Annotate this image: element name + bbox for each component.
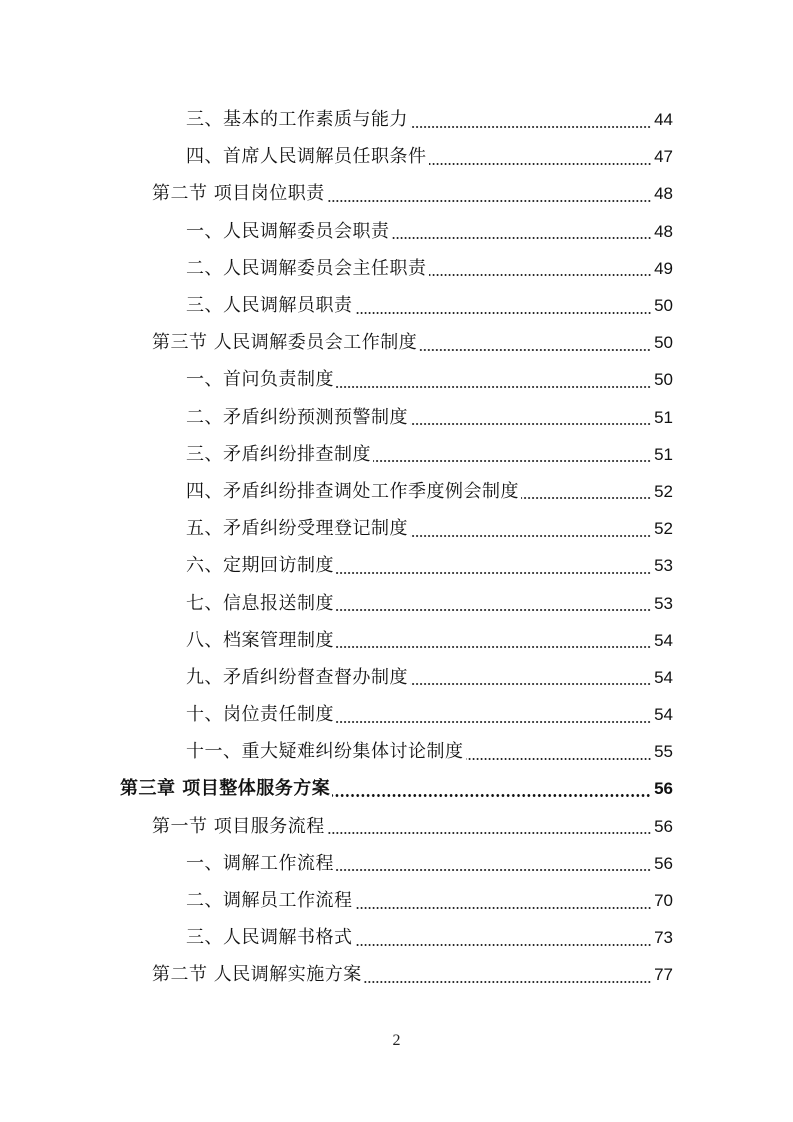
toc-entry-page-number: 54: [654, 630, 673, 650]
dot-leader: [336, 646, 651, 648]
toc-entry-title: 三、矛盾纠纷排查制度: [186, 443, 371, 465]
toc-entry-title: 一、首问负责制度: [186, 369, 334, 391]
toc-entry-item[interactable]: [0, 510, 793, 547]
toc-entry-item[interactable]: [0, 436, 793, 473]
toc-entry-title: 四、首席人民调解员任职条件: [186, 146, 427, 168]
toc-entry-title: 三、人民调解书格式: [186, 927, 353, 949]
toc-entry-title: 一、调解工作流程: [186, 852, 334, 874]
toc-entry-page-number: 51: [654, 444, 673, 464]
toc-entry-item[interactable]: [0, 101, 793, 138]
toc-entry-title: 五、矛盾纠纷受理登记制度: [186, 518, 408, 540]
toc-entry-page-number: 77: [654, 965, 673, 985]
toc-entry-section[interactable]: [0, 808, 793, 845]
toc-entry-item[interactable]: [0, 696, 793, 733]
toc-entry-title: 六、定期回访制度: [186, 555, 334, 577]
toc-entry-item[interactable]: [0, 882, 793, 919]
toc-entry-title: 第三节 人民调解委员会工作制度: [152, 332, 418, 354]
toc-entry-page-number: 54: [654, 667, 673, 687]
dot-leader: [410, 683, 651, 685]
toc-entry-page-number: 51: [654, 407, 673, 427]
dot-leader: [336, 609, 651, 611]
toc-entry-item[interactable]: [0, 138, 793, 175]
toc-entry-title: 四、矛盾纠纷排查调处工作季度例会制度: [186, 480, 519, 502]
dot-leader: [429, 163, 652, 165]
toc-entry-section[interactable]: [0, 175, 793, 212]
toc-entry-title: 第三章 项目整体服务方案: [120, 778, 331, 800]
toc-entry-page-number: 47: [654, 147, 673, 167]
dot-leader: [327, 200, 651, 202]
dot-leader: [336, 386, 651, 388]
dot-leader: [392, 237, 652, 239]
toc-entry-item[interactable]: [0, 622, 793, 659]
toc-entry-item[interactable]: [0, 399, 793, 436]
dot-leader: [521, 497, 651, 499]
toc-entry-title: 第一节 项目服务流程: [152, 815, 325, 837]
dot-leader: [355, 944, 652, 946]
toc-entry-item[interactable]: [0, 733, 793, 770]
toc-entry-item[interactable]: [0, 584, 793, 621]
toc-entry-section[interactable]: [0, 324, 793, 361]
toc-entry-title: 九、矛盾纠纷督查督办制度: [186, 666, 408, 688]
toc-entry-page-number: 50: [654, 296, 673, 316]
dot-leader: [373, 460, 651, 462]
toc-entry-item[interactable]: [0, 473, 793, 510]
toc-entry-item[interactable]: [0, 287, 793, 324]
dot-leader: [355, 907, 652, 909]
toc-entry-page-number: 56: [654, 779, 673, 799]
toc-entry-page-number: 48: [654, 184, 673, 204]
toc-entry-item[interactable]: [0, 361, 793, 398]
dot-leader: [410, 423, 651, 425]
toc-entry-page-number: 48: [654, 221, 673, 241]
toc-entry-title: 三、基本的工作素质与能力: [186, 109, 408, 131]
toc-entry-page-number: 56: [654, 853, 673, 873]
toc-entry-title: 七、信息报送制度: [186, 592, 334, 614]
toc-entry-title: 第二节 人民调解实施方案: [152, 964, 362, 986]
toc-entry-title: 十一、重大疑难纠纷集体讨论制度: [186, 741, 464, 763]
table-of-contents: [0, 101, 793, 994]
dot-leader: [419, 349, 651, 351]
dot-leader: [327, 832, 651, 834]
dot-leader: [410, 126, 651, 128]
dot-leader: [336, 721, 651, 723]
dot-leader: [364, 981, 651, 983]
dot-leader: [429, 274, 652, 276]
toc-entry-page-number: 70: [654, 891, 673, 911]
toc-entry-title: 二、调解员工作流程: [186, 890, 353, 912]
toc-entry-page-number: 54: [654, 705, 673, 725]
toc-entry-item[interactable]: [0, 659, 793, 696]
toc-entry-page-number: 73: [654, 928, 673, 948]
toc-entry-item[interactable]: [0, 845, 793, 882]
page-number: 2: [392, 1032, 401, 1049]
toc-entry-title: 三、人民调解员职责: [186, 295, 353, 317]
toc-entry-page-number: 44: [654, 110, 673, 130]
toc-entry-item[interactable]: [0, 250, 793, 287]
toc-entry-title: 第二节 项目岗位职责: [152, 183, 325, 205]
toc-entry-title: 二、矛盾纠纷预测预警制度: [186, 406, 408, 428]
dot-leader: [336, 869, 651, 871]
toc-entry-item[interactable]: [0, 213, 793, 250]
toc-entry-chapter[interactable]: [0, 770, 793, 807]
toc-entry-item[interactable]: [0, 547, 793, 584]
toc-entry-page-number: 53: [654, 593, 673, 613]
toc-entry-title: 八、档案管理制度: [186, 629, 334, 651]
toc-entry-page-number: 49: [654, 258, 673, 278]
toc-entry-page-number: 52: [654, 481, 673, 501]
dot-leader: [332, 794, 651, 797]
toc-entry-page-number: 56: [654, 816, 673, 836]
toc-entry-page-number: 53: [654, 556, 673, 576]
toc-entry-page-number: 50: [654, 370, 673, 390]
dot-leader: [466, 758, 652, 760]
dot-leader: [355, 312, 652, 314]
toc-entry-page-number: 55: [654, 742, 673, 762]
toc-entry-page-number: 52: [654, 519, 673, 539]
toc-entry-title: 二、人民调解委员会主任职责: [186, 257, 427, 279]
toc-entry-section[interactable]: [0, 956, 793, 993]
dot-leader: [336, 572, 651, 574]
toc-entry-title: 一、人民调解委员会职责: [186, 220, 390, 242]
dot-leader: [410, 535, 651, 537]
toc-entry-title: 十、岗位责任制度: [186, 704, 334, 726]
toc-entry-item[interactable]: [0, 919, 793, 956]
toc-entry-page-number: 50: [654, 333, 673, 353]
